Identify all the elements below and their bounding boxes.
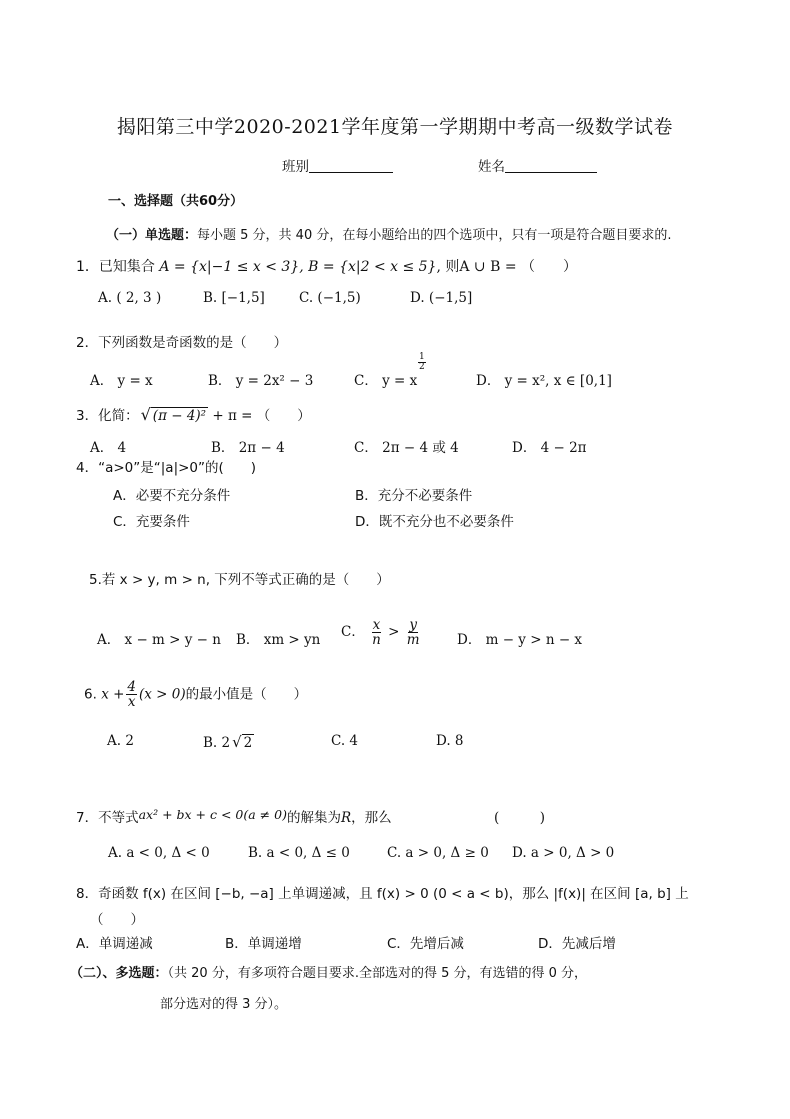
q4-option-d[interactable]: D．既不充分也不必要条件	[355, 514, 514, 530]
q1-set-a: A = {x|−1 ≤ x < 3}	[159, 259, 300, 275]
q6-option-c[interactable]: C. 4	[331, 733, 359, 749]
q5-c-right-den: m	[406, 632, 420, 649]
q2-stem: 2．下列函数是奇函数的是（ ）	[76, 335, 288, 351]
q6-num: 6.	[84, 686, 97, 703]
q3-sqrt: √ (π − 4)²	[140, 405, 207, 424]
q3-prefix: 3．化简：	[76, 408, 139, 424]
section1-subheading	[106, 224, 672, 243]
q6-frac	[126, 680, 137, 709]
q7-r: R	[340, 810, 352, 826]
q2-c-exponent	[418, 353, 426, 373]
q5-c-right-num: y	[409, 617, 417, 633]
q4-option-c[interactable]: C．充要条件	[113, 514, 190, 530]
page-title: 揭阳第三中学2020-2021学年度第一学期期中考高一级数学试卷	[116, 116, 674, 138]
sub1-text: 每小题 5 分，共 40 分，在每小题给出的四个选项中，只有一项是符合题目要求的.	[197, 228, 672, 243]
q7-option-b[interactable]: B. a < 0, Δ ≤ 0	[248, 845, 350, 861]
q4-stem: 4．“a>0”是“|a|>0”的( )	[76, 460, 257, 476]
q8-option-d[interactable]: D．先减后增	[538, 936, 616, 952]
q7-mid: 的解集为	[286, 810, 341, 826]
q6-option-b[interactable]	[203, 733, 254, 751]
q1-option-d[interactable]: D. (−1,5]	[410, 290, 473, 306]
q3-suffix: + π = （ ）	[208, 408, 311, 424]
q5-option-a[interactable]: A． x − m > y − n	[97, 632, 221, 648]
q6-option-d[interactable]: D. 8	[436, 733, 464, 749]
q5-option-b[interactable]: B． xm > yn	[236, 632, 321, 648]
q6-option-b-text: B. 2	[203, 735, 231, 751]
q8-paren: （ ）	[90, 912, 144, 928]
sub1-label: （一）单选题：	[106, 228, 198, 243]
q1-stem	[76, 256, 577, 276]
q6-stem	[84, 680, 307, 709]
class-label: 班别	[282, 159, 309, 175]
q7-option-a[interactable]: A. a < 0, Δ < 0	[108, 845, 210, 861]
q6-b-root: 2	[243, 735, 253, 751]
q1-set-b: , B = {x|2 < x ≤ 5}	[299, 259, 437, 275]
q5-option-c-label: C．	[341, 624, 365, 641]
q2-option-c-text: C． y = x	[354, 373, 418, 389]
q4-option-b[interactable]: B．充分不必要条件	[355, 488, 473, 504]
q5-c-left-den: n	[372, 632, 381, 649]
q7-paren: ( )	[494, 810, 546, 826]
q7-option-d[interactable]: D. a > 0, Δ > 0	[512, 845, 615, 861]
q1-num: 1．已知集合	[76, 259, 155, 275]
q6-frac-num: 4	[127, 679, 136, 695]
q8-stem: 8．奇函数 f(x) 在区间 [−b, −a] 上单调递减，且 f(x) > 0 (0 < a < b)，那么 |f(x)| 在区间 [a, b] 上	[76, 886, 689, 902]
q8-option-b[interactable]: B．单调递增	[225, 936, 302, 952]
class-blank[interactable]	[309, 158, 393, 173]
q2-option-a[interactable]: A． y = x	[90, 373, 153, 389]
q6-cond: (x > 0)	[139, 686, 186, 703]
q5-stem: 5.若 x > y, m > n, 下列不等式正确的是（ ）	[89, 572, 390, 588]
section2-label: （二）、多选题：	[70, 966, 168, 981]
q7-expr: ax² + bx + c < 0(a ≠ 0)	[138, 807, 287, 822]
q7-tail: ，那么	[351, 810, 392, 826]
q1-option-b[interactable]: B. [−1,5]	[203, 290, 265, 306]
q6-tail: 的最小值是（ ）	[185, 686, 308, 703]
q8-option-c[interactable]: C．先增后减	[387, 936, 464, 952]
q4-option-a[interactable]: A．必要不充分条件	[113, 488, 231, 504]
q7-stem	[76, 806, 392, 826]
q2-option-b[interactable]: B． y = 2x² − 3	[208, 373, 314, 389]
q2-option-d[interactable]: D． y = x², x ∈ [0,1]	[476, 373, 612, 389]
q8-option-a[interactable]: A．单调递减	[76, 936, 153, 952]
q1-tail: , 则A ∪ B = （ ）	[436, 259, 578, 275]
q1-option-c[interactable]: C. (−1,5)	[299, 290, 361, 306]
section2-text2: 部分选对的得 3 分）。	[160, 997, 288, 1012]
class-field	[282, 155, 393, 175]
q7-num: 7．不等式	[76, 810, 139, 826]
q2-c-exp-num: 1	[419, 352, 425, 362]
q5-c-left-num: x	[372, 617, 381, 633]
q6-option-a[interactable]: A. 2	[107, 733, 134, 749]
q3-option-a[interactable]: A． 4	[90, 440, 127, 456]
section1-heading: 一、选择题（共60分）	[108, 194, 244, 209]
q5-c-right-frac	[406, 618, 421, 647]
section2-heading	[70, 962, 587, 981]
q3-option-b[interactable]: B． 2π − 4	[211, 440, 285, 456]
name-label: 姓名	[478, 159, 505, 175]
q6-b-sqrt: √ 2	[232, 733, 253, 751]
q3-radicand: (π − 4)²	[152, 408, 207, 424]
q3-option-c[interactable]: C． 2π − 4 或 4	[354, 440, 459, 456]
q5-c-left-frac	[371, 618, 382, 647]
q6-frac-den: x	[127, 694, 136, 711]
q5-option-d[interactable]: D． m − y > n − x	[457, 632, 583, 648]
q7-option-c[interactable]: C. a > 0, Δ ≥ 0	[387, 845, 489, 861]
q2-option-c[interactable]	[354, 352, 425, 389]
name-field	[478, 155, 597, 175]
section2-text: （共 20 分，有多项符合题目要求.全部选对的得 5 分，有选错的得 0 分，	[167, 966, 588, 981]
q1-option-a[interactable]: A. ( 2, 3 )	[98, 290, 162, 306]
q3-stem	[76, 404, 311, 424]
q5-c-op: >	[388, 624, 400, 641]
q2-c-exp-den: 2	[419, 362, 425, 373]
q5-option-c[interactable]	[341, 618, 423, 647]
q3-option-d[interactable]: D． 4 − 2π	[512, 440, 587, 456]
name-blank[interactable]	[505, 158, 597, 173]
q6-x: x +	[101, 686, 125, 703]
